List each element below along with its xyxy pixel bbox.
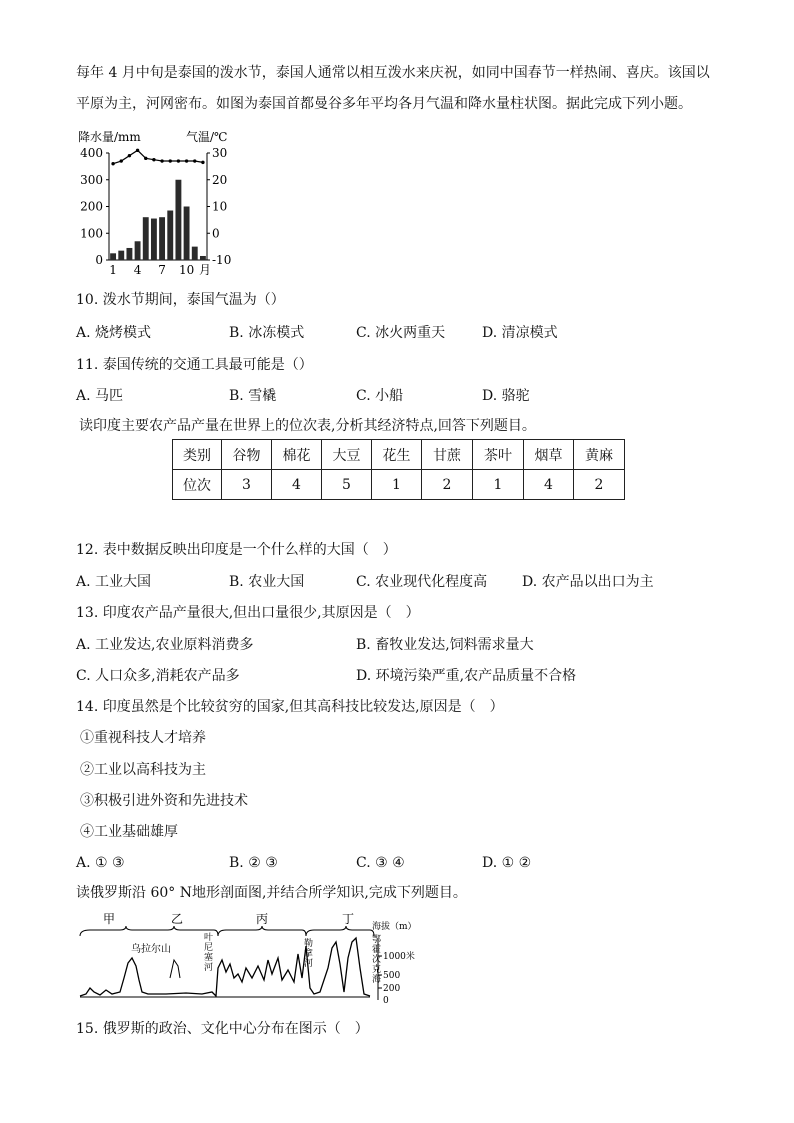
q12-stem: 12. 表中数据反映出印度是一个什么样的大国（ ）	[76, 542, 397, 558]
temp-point	[193, 159, 196, 162]
okhotsk-sea-label: 鄂霍次克海	[372, 935, 382, 985]
alt-tick-0: 0	[383, 996, 389, 1006]
q13-option-d[interactable]: D. 环境污染严重,农产品质量不合格	[356, 668, 577, 684]
table-cell: 茶叶	[473, 440, 524, 470]
q15-stem: 15. 俄罗斯的政治、文化中心分布在图示（ ）	[76, 1021, 369, 1037]
temp-tick-label: 0	[212, 226, 220, 241]
q14-statement-3: ③积极引进外资和先进技术	[80, 793, 248, 809]
precip-bar	[175, 180, 181, 260]
region-label-jia: 甲	[103, 912, 116, 926]
q12-option-d[interactable]: D. 农产品以出口为主	[522, 574, 654, 590]
q11-option-c[interactable]: C. 小船	[356, 388, 404, 404]
alt-tick-500: 500	[383, 971, 401, 981]
intro-russia: 读俄罗斯沿 60° N地形剖面图,并结合所学知识,完成下列题目。	[76, 885, 467, 901]
precip-tick-label: 200	[80, 199, 103, 214]
table-cell: 黄麻	[574, 440, 625, 470]
temp-tick-label: 20	[212, 172, 228, 187]
q12-option-c[interactable]: C. 农业现代化程度高	[356, 574, 488, 590]
q10-option-b[interactable]: B. 冰冻模式	[229, 325, 305, 341]
q10-stem: 10. 泼水节期间，泰国气温为（）	[76, 292, 285, 308]
q11-option-d[interactable]: D. 骆驼	[482, 388, 530, 404]
temp-point	[111, 162, 114, 165]
precip-bar	[135, 241, 141, 260]
india-rank-table	[172, 439, 625, 500]
q14-option-b[interactable]: B. ② ③	[229, 855, 278, 871]
table-cell: 4	[272, 470, 322, 500]
temp-axis-title: 气温/℃	[186, 130, 228, 144]
q14-option-c[interactable]: C. ③ ④	[356, 855, 405, 871]
precip-bar	[192, 247, 198, 260]
table-row	[173, 470, 625, 500]
table-cell: 类别	[173, 440, 222, 470]
yenisei-river-label: 叶尼塞河	[204, 933, 214, 973]
table-cell: 1	[372, 470, 422, 500]
q13-option-a[interactable]: A. 工业发达,农业原料消费多	[76, 637, 254, 653]
precip-bar	[200, 256, 206, 260]
q14-statement-4: ④工业基础雄厚	[80, 824, 178, 840]
q14-statement-2: ②工业以高科技为主	[80, 762, 206, 778]
intro-india: 读印度主要农产品产量在世界上的位次表,分析其经济特点,回答下列题目。	[79, 418, 536, 434]
table-cell: 5	[322, 470, 372, 500]
intro-line-1: 每年 4 月中旬是泰国的泼水节，泰国人通常以相互泼水来庆祝，如同中国春节一样热闹、喜庆。该国以	[76, 65, 710, 81]
temp-point	[152, 158, 155, 161]
temp-point	[185, 159, 188, 162]
q14-option-a[interactable]: A. ① ③	[76, 855, 125, 871]
table-cell: 甘蔗	[422, 440, 473, 470]
q13-stem: 13. 印度农产品产量很大,但出口量很少,其原因是（ ）	[76, 605, 420, 621]
precip-bar	[167, 211, 173, 260]
q10-option-a[interactable]: A. 烧烤模式	[76, 325, 152, 341]
table-cell: 棉花	[272, 440, 322, 470]
climate-chart	[76, 126, 246, 278]
temp-tick-label: 30	[212, 146, 228, 160]
q10-option-d[interactable]: D. 清凉模式	[482, 325, 558, 341]
temp-point	[160, 159, 163, 162]
russia-profile-diagram	[76, 908, 426, 1006]
q14-statement-1: ①重视科技人才培养	[80, 730, 206, 746]
q11-option-a[interactable]: A. 马匹	[76, 388, 124, 404]
precip-bar	[159, 217, 165, 260]
ural-mountain-label: 乌拉尔山	[131, 944, 171, 955]
temp-tick-label: -10	[212, 253, 232, 267]
temp-point	[177, 159, 180, 162]
alt-tick-200: 200	[383, 984, 401, 994]
month-tick-label: 4	[133, 263, 142, 277]
precip-bar	[184, 207, 190, 261]
lena-river-label: 勒拿河	[304, 939, 314, 969]
precip-bar	[151, 219, 157, 260]
q13-option-c[interactable]: C. 人口众多,消耗农产品多	[76, 668, 240, 684]
precip-bar	[118, 251, 124, 260]
table-cell: 2	[422, 470, 473, 500]
table-cell: 花生	[372, 440, 422, 470]
precip-tick-label: 100	[80, 226, 103, 241]
q12-option-b[interactable]: B. 农业大国	[229, 574, 305, 590]
month-tick-label: 10	[178, 263, 195, 277]
precip-bar	[143, 217, 149, 260]
month-unit-label: 月	[199, 263, 212, 277]
precip-tick-label: 400	[80, 146, 103, 160]
table-cell: 1	[473, 470, 524, 500]
temp-point	[120, 159, 123, 162]
table-cell: 烟草	[524, 440, 574, 470]
month-tick-label: 7	[158, 263, 166, 277]
temp-line	[113, 150, 203, 163]
q12-option-a[interactable]: A. 工业大国	[76, 574, 152, 590]
q11-option-b[interactable]: B. 雪橇	[229, 388, 277, 404]
alt-tick-1000: 1000米	[383, 952, 415, 962]
temp-point	[128, 154, 131, 157]
q14-stem: 14. 印度虽然是个比较贫穷的国家,但其高科技比较发达,原因是（ ）	[76, 699, 504, 715]
temp-point	[169, 159, 172, 162]
precip-tick-label: 0	[95, 253, 103, 267]
q10-option-c[interactable]: C. 冰火两重天	[356, 325, 446, 341]
region-label-yi: 乙	[171, 912, 184, 926]
table-header-row	[173, 440, 625, 470]
table-cell: 大豆	[322, 440, 372, 470]
region-label-ding: 丁	[342, 912, 355, 926]
table-cell: 3	[222, 470, 272, 500]
month-tick-label: 1	[109, 263, 117, 277]
q14-option-d[interactable]: D. ① ②	[482, 855, 532, 871]
temp-tick-label: 10	[212, 199, 228, 214]
table-cell: 位次	[173, 470, 222, 500]
table-cell: 4	[524, 470, 574, 500]
q11-stem: 11. 泰国传统的交通工具最可能是（）	[76, 357, 313, 373]
altitude-title: 海拔（m）	[372, 922, 417, 932]
precip-bar	[126, 248, 132, 260]
table-cell: 2	[574, 470, 625, 500]
temp-point	[201, 161, 204, 164]
table-cell: 谷物	[222, 440, 272, 470]
temp-point	[136, 149, 139, 152]
q13-option-b[interactable]: B. 畜牧业发达,饲料需求量大	[356, 637, 534, 653]
region-label-bing: 丙	[256, 912, 269, 926]
precip-tick-label: 300	[80, 172, 103, 187]
intro-line-2: 平原为主，河网密布。如图为泰国首都曼谷多年平均各月气温和降水量柱状图。据此完成下列小题。	[76, 96, 692, 112]
precip-axis-title: 降水量/mm	[78, 130, 141, 144]
precip-bar	[110, 253, 116, 260]
temp-point	[144, 157, 147, 160]
